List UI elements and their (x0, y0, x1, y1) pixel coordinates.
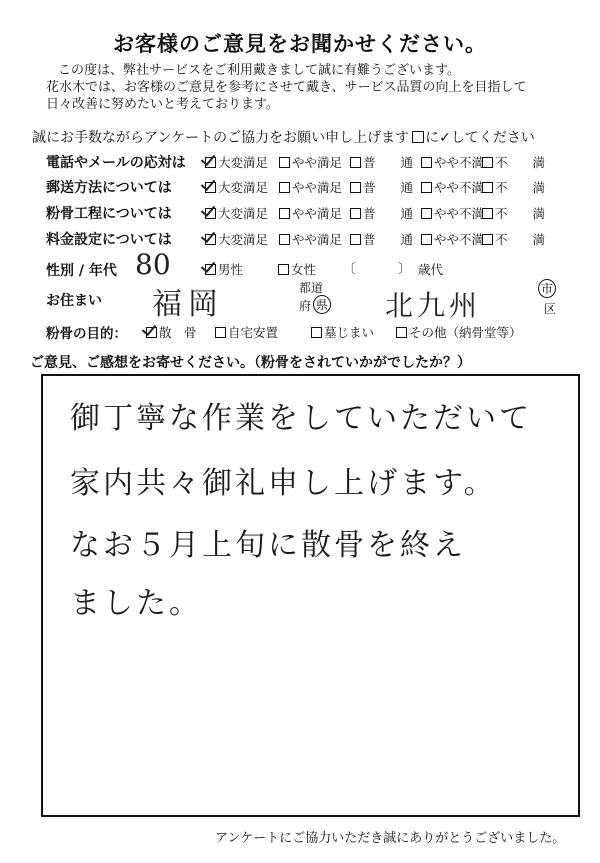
female-checkbox[interactable] (278, 264, 289, 275)
question-label: 料金設定については (46, 232, 172, 248)
rating-option[interactable] (279, 153, 342, 171)
ward-suffix: 区 (544, 302, 557, 316)
rating-option-label: 普 通 (363, 155, 414, 170)
intro-line-3: 日々改善に努めたいと考えております。 (46, 97, 279, 112)
rating-option[interactable] (205, 178, 268, 196)
rating-checkbox[interactable] (421, 157, 432, 168)
rating-option[interactable] (279, 178, 342, 196)
gender-age-label: 性別 / 年代 (46, 263, 117, 279)
purpose-option[interactable] (146, 323, 197, 341)
rating-option-label: 大変満足 (218, 155, 269, 170)
rating-option-label: やや満足 (292, 180, 343, 195)
purpose-label: 粉骨の目的： (46, 326, 127, 342)
gender-male-option[interactable] (205, 260, 243, 278)
rating-option[interactable] (421, 230, 484, 248)
rating-checkbox[interactable] (421, 208, 432, 219)
purpose-option-label: その他（納骨堂等） (409, 325, 522, 340)
age-bracket-open: 〔 (343, 261, 356, 276)
city-suffix: 市 (538, 279, 556, 298)
purpose-checkbox[interactable] (396, 327, 407, 338)
comment-line-2: 家内共々御礼申し上げます。 (70, 466, 497, 501)
rating-option[interactable] (421, 204, 484, 222)
rating-checkbox[interactable] (482, 234, 493, 245)
rating-checkbox[interactable] (482, 208, 493, 219)
purpose-checkbox[interactable] (215, 327, 226, 338)
rating-checkbox[interactable] (279, 208, 290, 219)
rating-option[interactable] (205, 153, 268, 171)
prefecture-suffix-ken: 県 (313, 295, 331, 314)
rating-checkbox[interactable] (350, 182, 361, 193)
rating-option[interactable] (279, 230, 342, 248)
rating-option-label: 不 満 (495, 232, 546, 247)
rating-checkbox[interactable] (279, 182, 290, 193)
rating-checkbox[interactable] (205, 208, 216, 219)
address-label: お住まい (46, 293, 102, 309)
handwritten-age: 80 (135, 248, 171, 281)
purpose-option-label: 散 骨 (159, 325, 197, 340)
intro-line-2: 花水木では、お客様のご意見を参考にさせて戴き、サービス品質の向上を目指して (46, 80, 527, 95)
rating-checkbox[interactable] (205, 182, 216, 193)
rating-checkbox[interactable] (205, 157, 216, 168)
rating-option-label: やや不満 (434, 232, 485, 247)
purpose-checkbox[interactable] (146, 327, 157, 338)
survey-request-text: 誠にお手数ながらアンケートのご協力をお願い申し上げます (32, 130, 410, 146)
purpose-option-label: 自宅安置 (228, 325, 279, 340)
footer-thanks: アンケートにご協力いただき誠にありがとうございました。 (215, 831, 566, 846)
question-label: 粉骨工程については (46, 206, 172, 222)
rating-option[interactable] (421, 153, 484, 171)
rating-option[interactable] (482, 230, 545, 248)
rating-checkbox[interactable] (421, 182, 432, 193)
rating-option-label: やや満足 (292, 155, 343, 170)
rating-option[interactable] (482, 178, 545, 196)
rating-option-label: 普 通 (363, 232, 414, 247)
comment-line-4: ました。 (70, 586, 202, 621)
rating-option-label: やや満足 (292, 232, 343, 247)
rating-option-label: 大変満足 (218, 206, 269, 221)
page-title: お客様のご意見をお聞かせください。 (113, 32, 487, 56)
rating-checkbox[interactable] (205, 234, 216, 245)
rating-checkbox[interactable] (350, 234, 361, 245)
purpose-option[interactable] (215, 323, 278, 341)
rating-option-label: 普 通 (363, 180, 414, 195)
rating-option-label: 大変満足 (218, 180, 269, 195)
rating-option[interactable] (279, 204, 342, 222)
rating-option-label: 大変満足 (218, 232, 269, 247)
rating-option-label: 不 満 (495, 206, 546, 221)
purpose-option-label: 墓じまい (324, 325, 375, 340)
rating-option[interactable] (350, 204, 413, 222)
comment-prompt: ご意見、ご感想をお寄せください。（粉骨をされていかがでしたか？） (30, 355, 471, 371)
checkbox-legend-icon (412, 131, 424, 143)
rating-option[interactable] (205, 230, 268, 248)
rating-option-label: やや不満 (434, 206, 485, 221)
female-label: 女性 (291, 262, 317, 277)
rating-option[interactable] (482, 204, 545, 222)
survey-request (32, 127, 535, 147)
male-checkbox[interactable] (205, 264, 216, 275)
rating-checkbox[interactable] (279, 157, 290, 168)
rating-option-label: やや不満 (434, 155, 485, 170)
rating-checkbox[interactable] (482, 157, 493, 168)
rating-option[interactable] (350, 230, 413, 248)
comment-line-1: 御丁寧な作業をしていただいて (70, 401, 532, 436)
purpose-option[interactable] (311, 323, 374, 341)
male-label: 男性 (218, 262, 244, 277)
rating-option-label: やや満足 (292, 206, 343, 221)
purpose-checkbox[interactable] (311, 327, 322, 338)
rating-option[interactable] (205, 204, 268, 222)
gender-female-option[interactable] (278, 260, 316, 278)
age-suffix: 歳代 (418, 262, 444, 277)
purpose-option[interactable] (396, 323, 522, 341)
rating-option[interactable] (350, 178, 413, 196)
rating-option-label: 普 通 (363, 206, 414, 221)
rating-checkbox[interactable] (421, 234, 432, 245)
rating-option-label: やや不満 (434, 180, 485, 195)
rating-option-label: 不 満 (495, 180, 546, 195)
handwritten-city: 北九州 (385, 289, 482, 322)
question-label: 郵送方法については (46, 180, 172, 196)
rating-option-label: 不 満 (495, 155, 546, 170)
survey-request-instruction: に✓してください (425, 130, 535, 146)
rating-checkbox[interactable] (350, 208, 361, 219)
rating-option[interactable] (482, 153, 545, 171)
prefecture-suffix-todo: 都道 (299, 281, 324, 295)
rating-checkbox[interactable] (279, 234, 290, 245)
rating-option[interactable] (421, 178, 484, 196)
question-label: 電話やメールの応対は (46, 155, 186, 171)
rating-checkbox[interactable] (482, 182, 493, 193)
intro-line-1: この度は、弊社サービスをご利用戴きまして誠に有難うございます。 (58, 63, 460, 78)
prefecture-suffix-fu: 府 (299, 299, 312, 313)
comment-line-3: なお５月上旬に散骨を終え (70, 528, 466, 563)
age-bracket-close: 〕 (398, 261, 411, 276)
handwritten-prefecture: 福岡 (152, 287, 224, 322)
rating-option[interactable] (350, 153, 413, 171)
rating-checkbox[interactable] (350, 157, 361, 168)
